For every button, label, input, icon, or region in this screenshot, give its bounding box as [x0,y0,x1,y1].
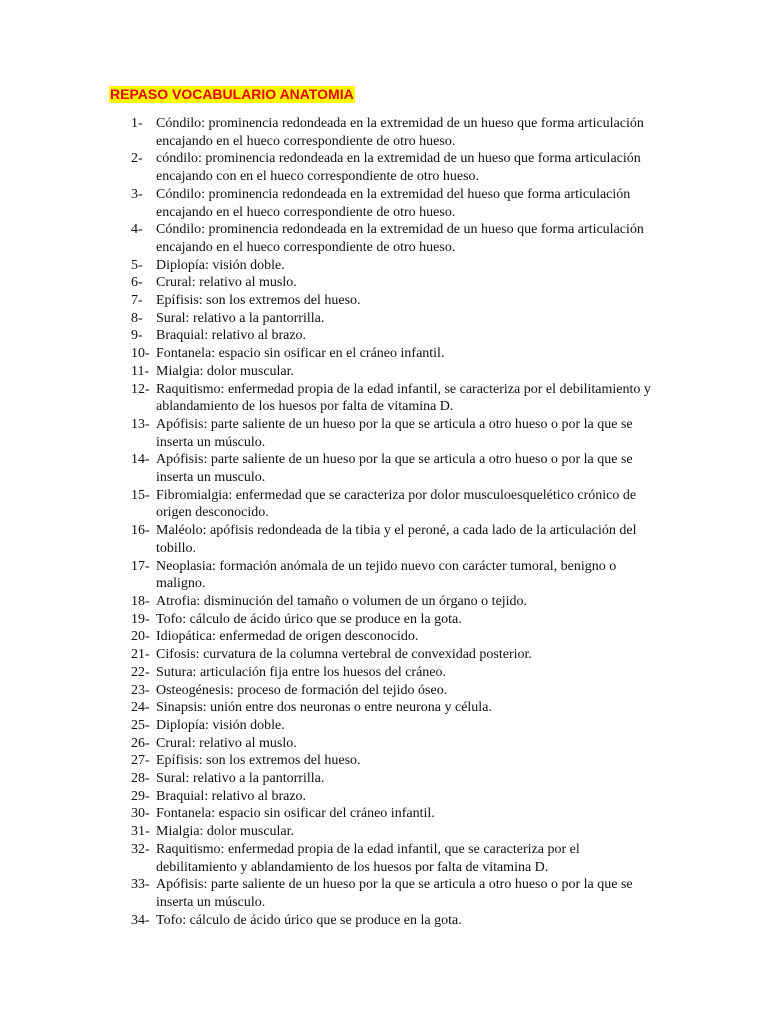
item-number: 29- [131,788,150,804]
list-item [131,292,661,310]
item-definition: Raquitismo: enfermedad propia de la edad infantil, que se caracteriza por el debilitamiento y ablandamiento de los huesos por falta de vitamina D. [156,841,580,875]
item-number: 23- [131,682,150,698]
list-item [131,416,661,451]
item-number: 8- [131,310,143,326]
item-number: 18- [131,593,150,609]
list-item [131,327,661,345]
item-number: 13- [131,416,150,432]
list-item [131,150,661,185]
item-definition: Epífisis: son los extremos del hueso. [156,753,361,769]
list-item [131,558,661,593]
item-number: 34- [131,912,150,928]
item-number: 6- [131,275,143,291]
item-number: 1- [131,116,143,131]
item-definition: Diplopía: visión doble. [156,257,285,273]
item-definition: Sinapsis: unión entre dos neuronas o entre neurona y célula. [156,700,492,716]
item-number: 11- [131,363,150,379]
item-number: 27- [131,753,150,769]
list-item [131,646,661,664]
list-item [131,381,661,416]
list-item [131,841,661,876]
list-item [131,522,661,557]
item-definition: Tofo: cálculo de ácido úrico que se produce en la gota. [156,912,462,928]
list-item [131,310,661,328]
list-item [131,876,661,911]
list-item [131,912,661,930]
item-definition: Fibromialgia: enfermedad que se caracteriza por dolor musculoesquelético crónico de origen desconocido. [156,487,637,521]
item-definition: Apófisis: parte saliente de un hueso por la que se articula a otro hueso o por la que se inserta un músculo. [156,877,633,910]
item-definition: Crural: relativo al muslo. [156,275,297,291]
item-definition: Tofo: cálculo de ácido úrico que se produce en la gota. [156,611,462,627]
item-definition: Maléolo: apófisis redondeada de la tibia y el peroné, a cada lado de la articulación del tobillo. [156,523,637,556]
item-number: 5- [131,257,143,273]
item-definition: Sutura: articulación fija entre los huesos del cráneo. [156,664,447,680]
list-item [131,699,661,717]
list-item [131,487,661,522]
item-definition: Raquitismo: enfermedad propia de la edad infantil, se caracteriza por el debilitamiento y ablandamiento de los huesos por falta de vitamina D. [156,381,651,415]
item-definition: Braquial: relativo al brazo. [156,788,307,804]
list-item [131,593,661,611]
item-definition: Fontanela: espacio sin osificar del cráneo infantil. [156,806,435,822]
item-definition: Osteogénesis: proceso de formación del tejido óseo. [156,682,448,698]
item-number: 17- [131,558,150,574]
item-definition: cóndilo: prominencia redondeada en la extremidad de un hueso que forma articulación encajando con en el hueco correspondiente de otro hueso. [156,151,641,185]
item-definition: Atrofia: disminución del tamaño o volumen de un órgano o tejido. [156,593,528,609]
list-item [131,451,661,486]
list-item [131,788,661,806]
list-item [131,717,661,735]
item-number: 28- [131,771,150,787]
item-number: 33- [131,877,150,893]
item-number: 25- [131,717,150,733]
item-number: 19- [131,611,150,627]
item-definition: Cóndilo: prominencia redondeada en la extremidad del hueso que forma articulación encajando en el hueco correspondiente de otro hueso. [156,186,631,220]
list-item [131,611,661,629]
list-item [131,628,661,646]
list-item [131,752,661,770]
list-item [131,345,661,363]
item-number: 20- [131,629,150,645]
item-definition: Apófisis: parte saliente de un hueso por la que se articula a otro hueso o por la que se inserta un músculo. [156,416,633,450]
list-item [131,274,661,292]
item-definition: Crural: relativo al muslo. [156,735,297,751]
list-item [131,805,661,823]
item-definition: Mialgia: dolor muscular. [156,824,295,840]
item-number: 10- [131,346,150,362]
item-number: 2- [131,151,143,167]
document-title: REPASO VOCABULARIO ANATOMIA [110,86,354,102]
item-definition: Cóndilo: prominencia redondeada en la extremidad de un hueso que forma articulación encajando en el hueco correspondiente de otro hueso. [156,116,644,149]
item-definition: Braquial: relativo al brazo. [156,328,307,344]
item-number: 14- [131,452,150,468]
item-definition: Cifosis: curvatura de la columna vertebral de convexidad posterior. [156,647,532,663]
list-item [131,735,661,753]
item-definition: Idiopática: enfermedad de origen desconocido. [156,629,419,645]
item-number: 21- [131,647,150,663]
item-definition: Sural: relativo a la pantorrilla. [156,310,325,326]
item-number: 3- [131,186,143,202]
item-number: 24- [131,700,150,716]
item-number: 32- [131,841,150,857]
item-number: 16- [131,523,150,539]
list-item [131,682,661,700]
item-number: 26- [131,735,150,751]
list-item [131,221,661,256]
item-number: 9- [131,328,143,344]
item-definition: Mialgia: dolor muscular. [156,363,295,379]
list-item [131,257,661,275]
item-definition: Sural: relativo a la pantorrilla. [156,771,325,787]
list-item [131,186,661,221]
vocabulary-list [131,115,661,929]
item-definition: Fontanela: espacio sin osificar en el cráneo infantil. [156,346,445,362]
item-number: 22- [131,664,150,680]
item-number: 30- [131,806,150,822]
item-number: 7- [131,293,143,309]
item-number: 4- [131,222,143,238]
list-item [131,664,661,682]
item-number: 12- [131,381,150,397]
item-definition: Diplopía: visión doble. [156,717,285,733]
item-definition: Neoplasia: formación anómala de un tejido nuevo con carácter tumoral, benigno o maligno. [156,558,617,592]
item-definition: Cóndilo: prominencia redondeada en la extremidad de un hueso que forma articulación encajando en el hueco correspondiente de otro hueso. [156,222,644,255]
item-number: 15- [131,487,150,503]
list-item [131,363,661,381]
list-item [131,115,661,150]
list-item [131,823,661,841]
item-number: 31- [131,824,150,840]
item-definition: Epífisis: son los extremos del hueso. [156,293,361,309]
item-definition: Apófisis: parte saliente de un hueso por la que se articula a otro hueso o por la que se inserta un musculo. [156,452,633,486]
list-item [131,770,661,788]
